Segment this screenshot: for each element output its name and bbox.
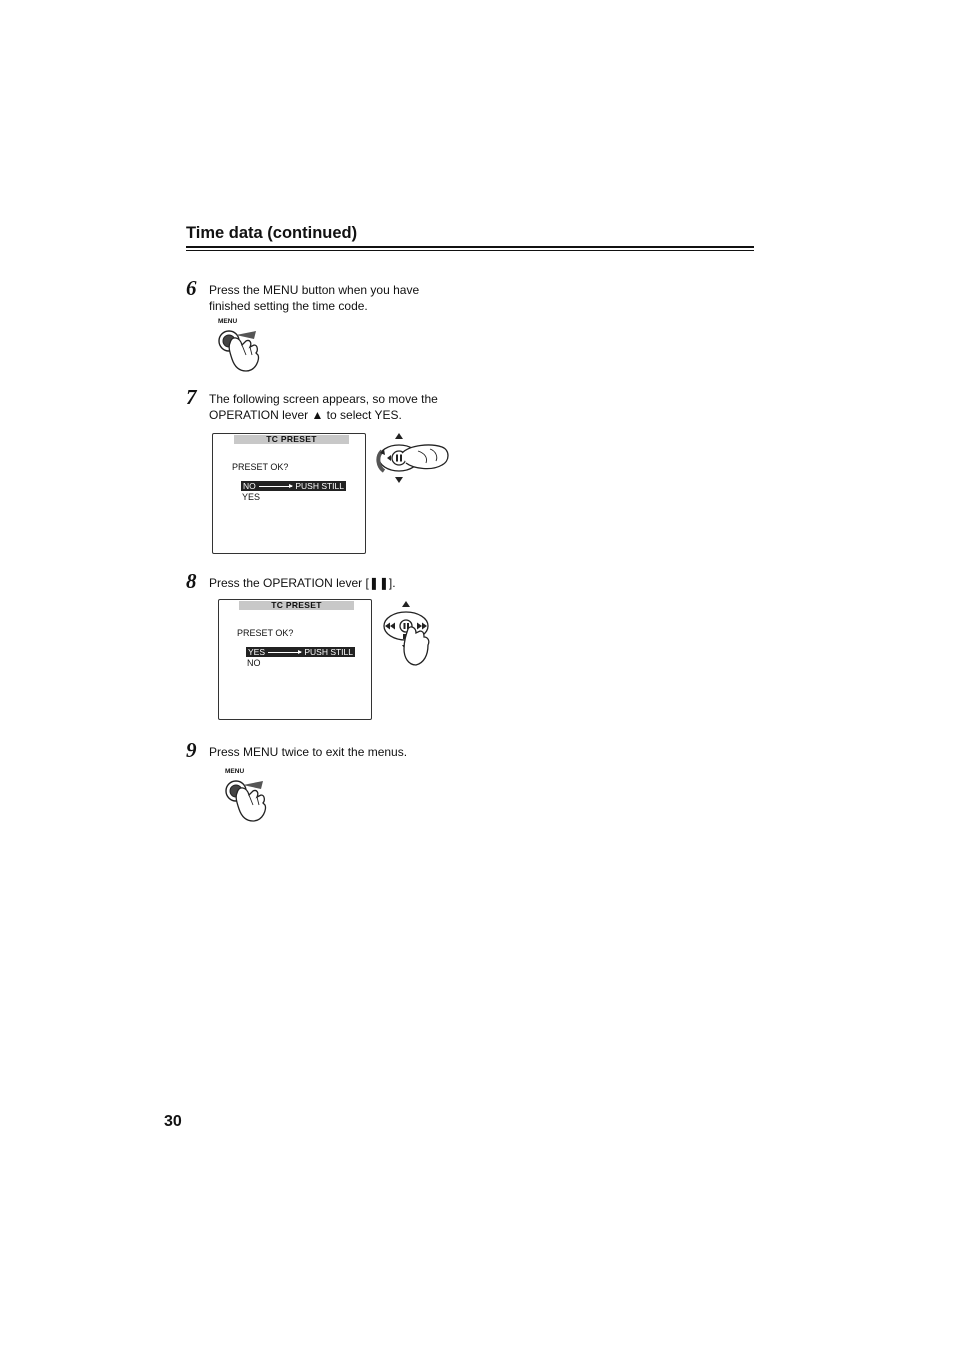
title-rule-thin bbox=[186, 250, 754, 251]
step-6-text bbox=[209, 282, 419, 314]
step-7-line1: The following screen appears, so move the bbox=[209, 392, 438, 406]
step-8-number: 8 bbox=[186, 569, 197, 593]
step-8-line1: Press the OPERATION lever [❚❚]. bbox=[209, 576, 396, 590]
step-7-line2: OPERATION lever ▲ to select YES. bbox=[209, 408, 402, 422]
operation-lever-press-icon bbox=[380, 599, 450, 669]
screen-1-highlight-row bbox=[241, 481, 346, 491]
screen-2-question: PRESET OK? bbox=[237, 628, 294, 638]
step-6-line2: finished setting the time code. bbox=[209, 299, 368, 313]
hand-press-icon-2 bbox=[223, 775, 273, 827]
screen-1-push-hint: PUSH STILL bbox=[295, 481, 344, 491]
operation-lever-up-icon bbox=[372, 431, 452, 485]
hand-press-icon bbox=[216, 325, 266, 377]
section-title: Time data (continued) bbox=[186, 224, 358, 242]
title-rule bbox=[186, 246, 754, 248]
screen-2-highlight-row bbox=[246, 647, 355, 657]
screen-1-selected-option: NO bbox=[243, 481, 256, 491]
screen-1-question: PRESET OK? bbox=[232, 462, 289, 472]
step-6-line1: Press the MENU button when you have bbox=[209, 283, 420, 297]
menu-button-label-2: MENU bbox=[225, 768, 245, 775]
screen-2-selected-option: YES bbox=[248, 647, 266, 657]
step-6-number: 6 bbox=[186, 276, 197, 300]
step-9-line1: Press MENU twice to exit the menus. bbox=[209, 745, 408, 759]
step-9-text bbox=[209, 744, 407, 760]
tc-preset-screen-2 bbox=[218, 599, 372, 720]
step-9-number: 9 bbox=[186, 738, 197, 762]
tc-preset-screen-1 bbox=[212, 433, 366, 554]
screen-2-other-option: NO bbox=[247, 658, 261, 668]
screen-1-title: TC PRESET bbox=[234, 435, 349, 444]
step-7-number: 7 bbox=[186, 385, 197, 409]
page-number: 30 bbox=[164, 1113, 182, 1130]
screen-1-other-option: YES bbox=[242, 492, 261, 502]
menu-button-illustration bbox=[216, 317, 266, 377]
screen-2-title: TC PRESET bbox=[239, 601, 354, 610]
arrow-line bbox=[259, 486, 293, 487]
menu-button-label: MENU bbox=[218, 318, 238, 325]
step-7-text bbox=[209, 391, 438, 423]
step-8-text bbox=[209, 575, 396, 591]
screen-2-push-hint: PUSH STILL bbox=[304, 647, 353, 657]
menu-button-illustration-2 bbox=[223, 767, 273, 827]
arrow-line bbox=[268, 652, 301, 653]
